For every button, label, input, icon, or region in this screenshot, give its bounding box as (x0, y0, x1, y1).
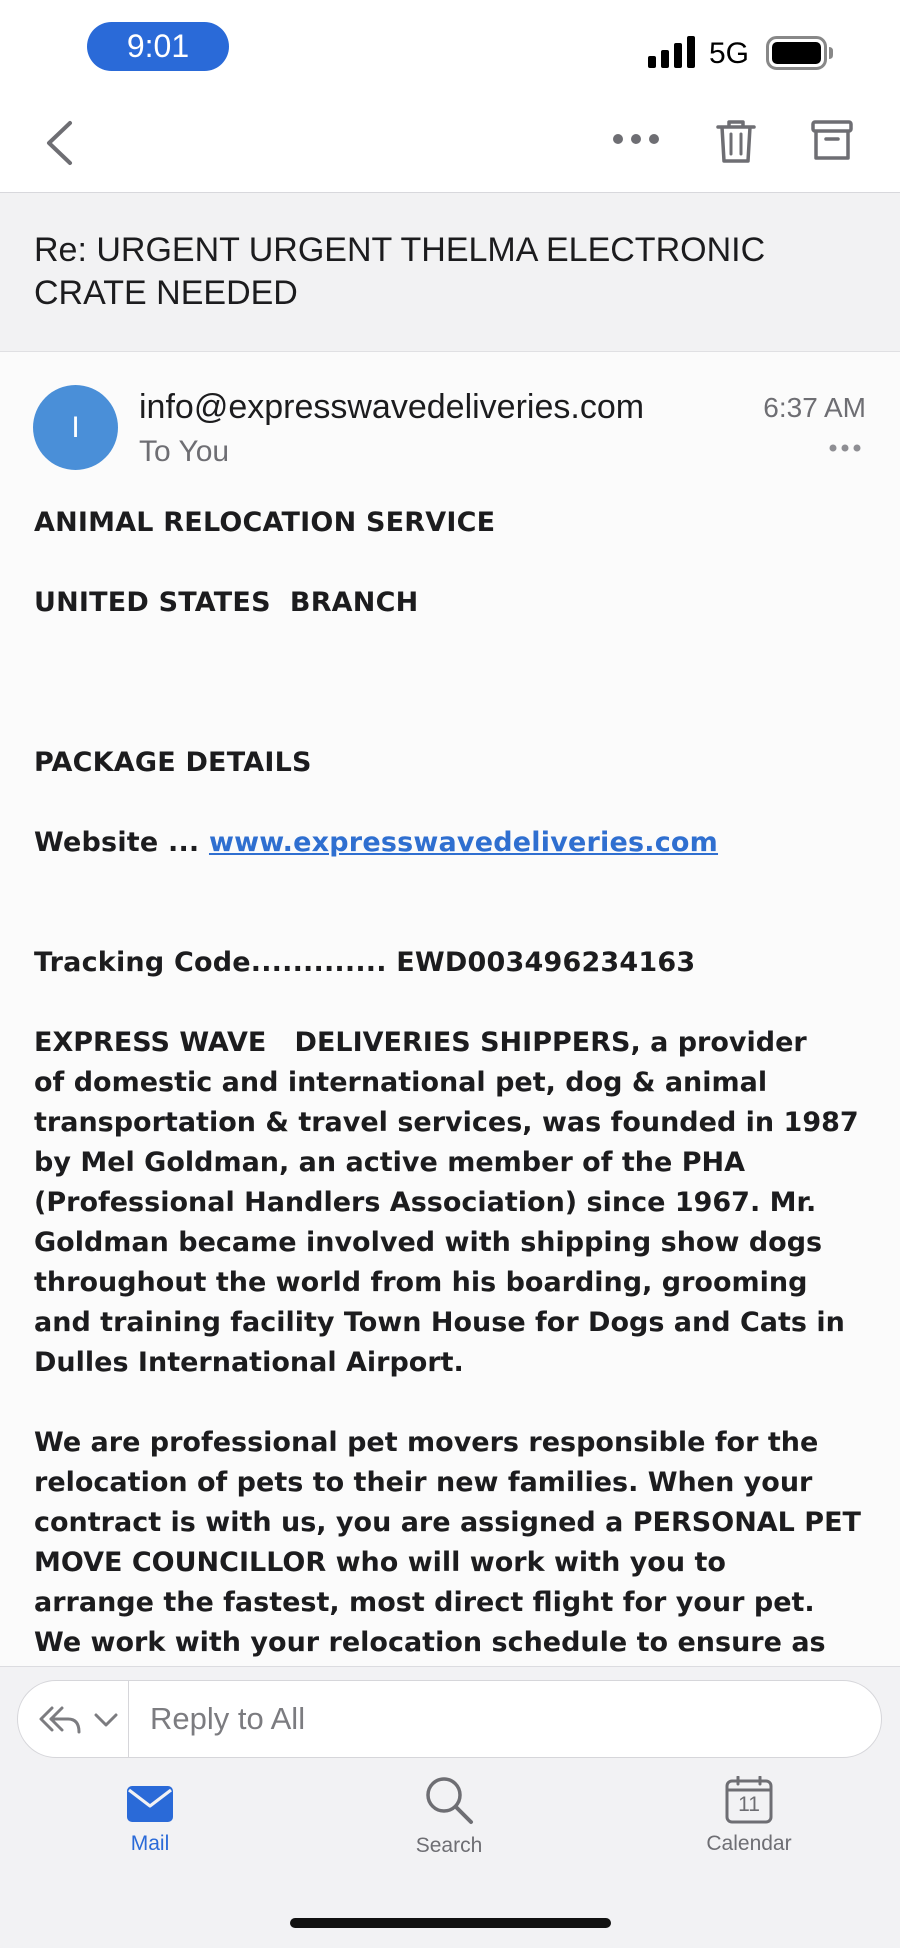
recipient-line[interactable]: To You (139, 435, 230, 468)
tab-mail-label: Mail (130, 1832, 170, 1855)
paragraph-line: (Professional Handlers Association) since 1967. Mr. (34, 1187, 817, 1218)
tab-calendar[interactable] (669, 1784, 829, 1858)
reply-options-chevron-down-icon[interactable] (94, 1713, 118, 1727)
body-paragraph-1 (34, 1023, 874, 1383)
sender-avatar[interactable]: I (33, 385, 118, 470)
body-line-service: ANIMAL RELOCATION SERVICE (34, 507, 496, 538)
paragraph-line: arrange the fastest, most direct flight for your pet. (34, 1587, 815, 1618)
message-toolbar (0, 90, 900, 193)
back-chevron-icon[interactable] (44, 120, 74, 166)
body-paragraph-2 (34, 1423, 874, 1663)
battery-icon (766, 36, 834, 70)
body-tracking-code: Tracking Code............. EWD003496234163 (34, 947, 696, 978)
website-link[interactable]: www.expresswavedeliveries.com (208, 827, 719, 858)
network-type: 5G (709, 37, 750, 70)
tab-search-label: Search (415, 1834, 483, 1857)
paragraph-line: MOVE COUNCILLOR who will work with you to (34, 1547, 726, 1578)
reply-divider (128, 1681, 129, 1757)
calendar-icon (725, 1776, 773, 1824)
status-time: 9:01 (87, 22, 229, 71)
paragraph-line: Dulles International Airport. (34, 1347, 464, 1378)
tab-search[interactable] (369, 1784, 529, 1860)
email-subject: Re: URGENT URGENT THELMA ELECTRONIC CRATE NEEDED (34, 231, 766, 312)
status-bar (0, 0, 900, 90)
trash-icon[interactable] (715, 118, 757, 164)
paragraph-line: by Mel Goldman, an active member of the PHA (34, 1147, 745, 1178)
more-options-icon[interactable] (612, 132, 660, 146)
home-indicator (290, 1918, 611, 1928)
body-website-line (34, 823, 874, 863)
body-line-branch: UNITED STATES BRANCH (34, 587, 419, 618)
paragraph-line: EXPRESS WAVE DELIVERIES SHIPPERS, a provider (34, 1027, 807, 1058)
message-time: 6:37 AM (763, 392, 866, 423)
paragraph-line: and training facility Town House for Dogs and Cats in (34, 1307, 845, 1338)
paragraph-line: contract is with us, you are assigned a PERSONAL PET (34, 1507, 861, 1538)
paragraph-line: We are professional pet movers responsible for the (34, 1427, 819, 1458)
body-package-details: PACKAGE DETAILS (34, 747, 312, 778)
tab-calendar-label: Calendar (706, 1832, 792, 1855)
paragraph-line: transportation & travel services, was founded in 1987 (34, 1107, 859, 1138)
paragraph-line: throughout the world from his boarding, grooming (34, 1267, 808, 1298)
website-label: Website ... (34, 827, 209, 858)
reply-all-icon[interactable] (38, 1705, 82, 1735)
archive-icon[interactable] (811, 120, 853, 162)
mail-icon (125, 1784, 175, 1824)
cellular-signal-icon (648, 34, 698, 68)
paragraph-line: of domestic and international pet, dog & animal (34, 1067, 768, 1098)
sender-address[interactable]: info@expresswavedeliveries.com (139, 388, 645, 426)
reply-input[interactable]: Reply to All (150, 1701, 306, 1736)
search-icon (423, 1774, 475, 1826)
paragraph-line: relocation of pets to their new families. When your (34, 1467, 813, 1498)
calendar-day-number: 11 (738, 1793, 760, 1816)
tab-mail[interactable] (70, 1784, 230, 1858)
subject-header (0, 193, 900, 352)
reply-bar[interactable] (17, 1680, 882, 1758)
message-more-icon[interactable] (828, 443, 862, 453)
paragraph-line: We work with your relocation schedule to ensure as (34, 1627, 826, 1658)
paragraph-line: Goldman became involved with shipping show dogs (34, 1227, 823, 1258)
